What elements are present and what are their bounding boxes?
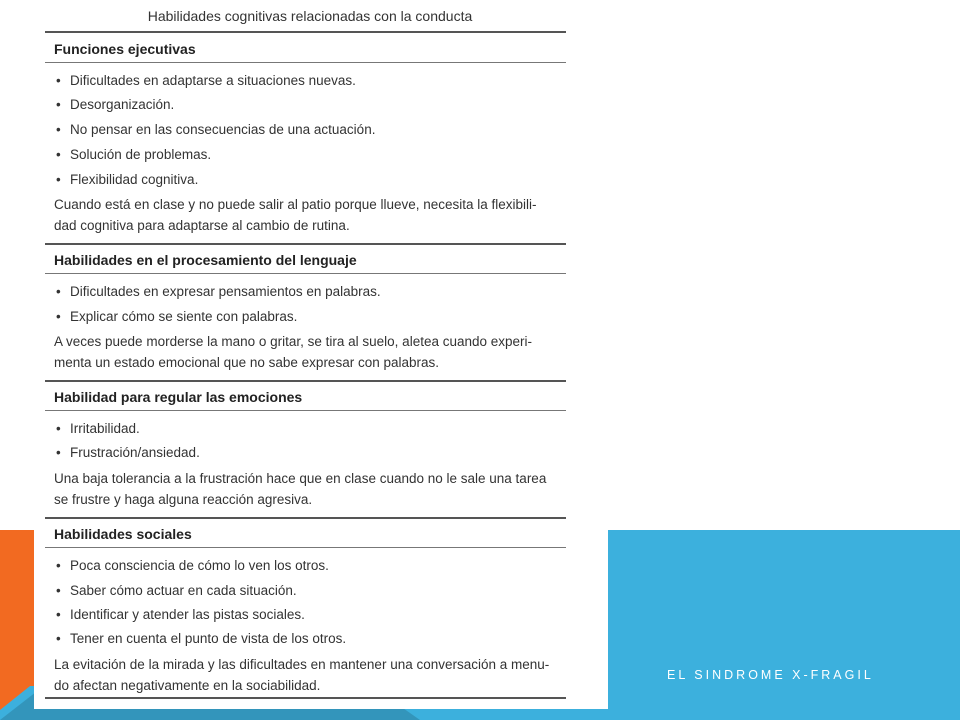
- rule: [45, 243, 566, 245]
- rule: [45, 380, 566, 382]
- list-item: • Irritabilidad.: [56, 421, 140, 436]
- document-panel: [34, 0, 608, 709]
- list-item: • Dificultades en adaptarse a situaciones nuevas.: [56, 73, 356, 88]
- rule: [45, 273, 566, 274]
- list-item: • Saber cómo actuar en cada situación.: [56, 583, 297, 598]
- rule: [45, 517, 566, 519]
- list-item: • Explicar cómo se siente con palabras.: [56, 309, 298, 324]
- list-item: • Poca consciencia de cómo lo ven los otros.: [56, 558, 329, 573]
- list-item: • Flexibilidad cognitiva.: [56, 172, 199, 187]
- example-paragraph: La evitación de la mirada y las dificultades en mantener una conversación a menu- do afectan negativamente en la sociabilidad.: [54, 657, 550, 693]
- section-heading: Habilidades en el procesamiento del lenguaje: [54, 252, 357, 268]
- list-item: • Solución de problemas.: [56, 147, 212, 162]
- example-paragraph: Cuando está en clase y no puede salir al patio porque llueve, necesita la flexibili- dad cognitiva para adaptarse al cambio de rutina.: [54, 197, 537, 233]
- rule: [45, 697, 566, 699]
- rule: [45, 547, 566, 548]
- list-item: • No pensar en las consecuencias de una actuación.: [56, 122, 376, 137]
- slide-title: EL SINDROME X-FRAGIL: [667, 668, 874, 682]
- list-item: • Desorganización.: [56, 97, 175, 112]
- list-item: • Frustración/ansiedad.: [56, 445, 200, 460]
- example-paragraph: Una baja tolerancia a la frustración hace que en clase cuando no le sale una tarea se frustre y haga alguna reacción agresiva.: [54, 471, 547, 507]
- section-heading: Habilidad para regular las emociones: [54, 389, 303, 405]
- document-title: Habilidades cognitivas relacionadas con la conducta: [147, 8, 473, 24]
- rule: [45, 62, 566, 63]
- list-item: • Dificultades en expresar pensamientos en palabras.: [56, 284, 381, 299]
- rule: [45, 31, 566, 33]
- section-heading: Habilidades sociales: [54, 526, 192, 542]
- section-heading: Funciones ejecutivas: [54, 41, 196, 57]
- list-item: • Identificar y atender las pistas sociales.: [56, 607, 305, 622]
- rule: [45, 410, 566, 411]
- example-paragraph: A veces puede morderse la mano o gritar, se tira al suelo, aletea cuando experi- menta un estado emocional que no sabe expresar con palabras.: [54, 334, 533, 370]
- list-item: • Tener en cuenta el punto de vista de los otros.: [56, 631, 347, 646]
